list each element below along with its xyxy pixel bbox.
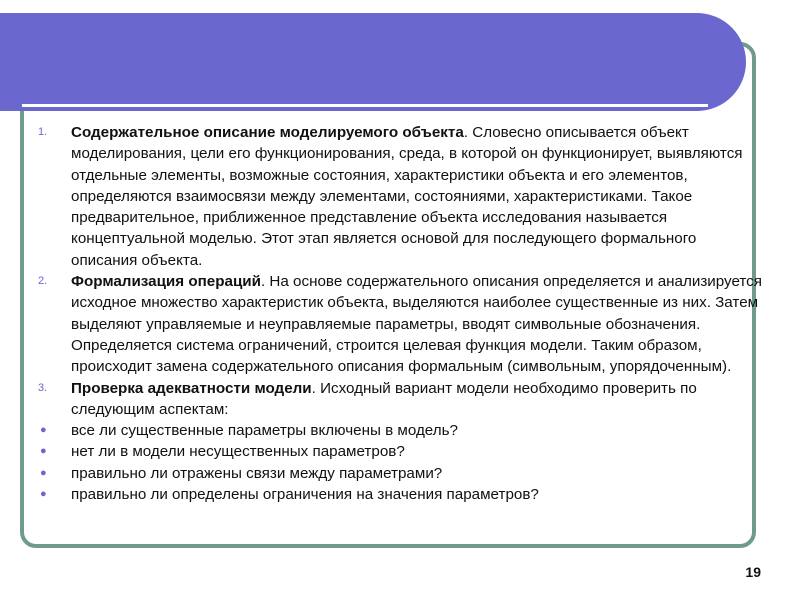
list-item-1 [38, 122, 763, 271]
bullet-item-4 [38, 484, 763, 505]
title-banner [0, 13, 746, 111]
list-number: 3. [38, 381, 48, 394]
bullet-text: все ли существенные параметры включены в модель? [71, 422, 458, 440]
bullet-icon: ● [40, 424, 47, 437]
list-number: 2. [38, 275, 48, 288]
list-item-heading: Формализация операций [71, 273, 261, 291]
list-item-3 [38, 378, 763, 421]
bullet-icon: ● [40, 445, 47, 458]
list-item-body: . Словесно описывается объект моделирования, цели его функционирования, среда, в которой он функционирует, выявляются отдельные элементы, возможные состояния, характеристики объекта и его элементов, определяются взаимосвязи между элементами, состояниями, характеристиками. Такое предварительное, приближенное представление объекта исследования называется концептуальной моделью. Этот этап является основой для последующего формального описания объекта. [71, 124, 743, 269]
bullet-item-3 [38, 463, 763, 484]
list-item-body: . Исходный вариант модели необходимо проверить по следующим аспектам: [71, 379, 697, 418]
bullet-text: правильно ли отражены связи между параметрами? [71, 464, 443, 482]
slide-content [38, 122, 763, 505]
list-item-text [71, 378, 763, 421]
bullet-text: правильно ли определены ограничения на значения параметров? [71, 486, 539, 504]
bullet-item-2 [38, 441, 763, 462]
list-item-text [71, 271, 763, 377]
list-item-heading: Содержательное описание моделируемого объекта [71, 124, 464, 141]
list-item-2 [38, 271, 763, 377]
bullet-text: нет ли в модели несущественных параметров? [71, 443, 405, 461]
bullet-icon: ● [40, 466, 47, 479]
bullet-icon: ● [40, 488, 47, 501]
banner-divider [22, 104, 708, 107]
page-number: 19 [745, 564, 761, 580]
list-item-heading: Проверка адекватности модели [71, 379, 312, 397]
bullet-item-1 [38, 420, 763, 441]
list-item-body: . На основе содержательного описания определяется и анализируется исходное множество характеристик объекта, выделяются наиболее существенные из них. Затем выделяют управляемые и неуправляемые параметры, вводят символьные обозначения. Определяется система ограничений, строится целевая функция модели. Таким образом, происходит замена содержательного описания формальным (символьным, упорядоченным). [71, 273, 763, 376]
list-number: 1. [38, 126, 48, 138]
list-item-text [71, 122, 763, 271]
